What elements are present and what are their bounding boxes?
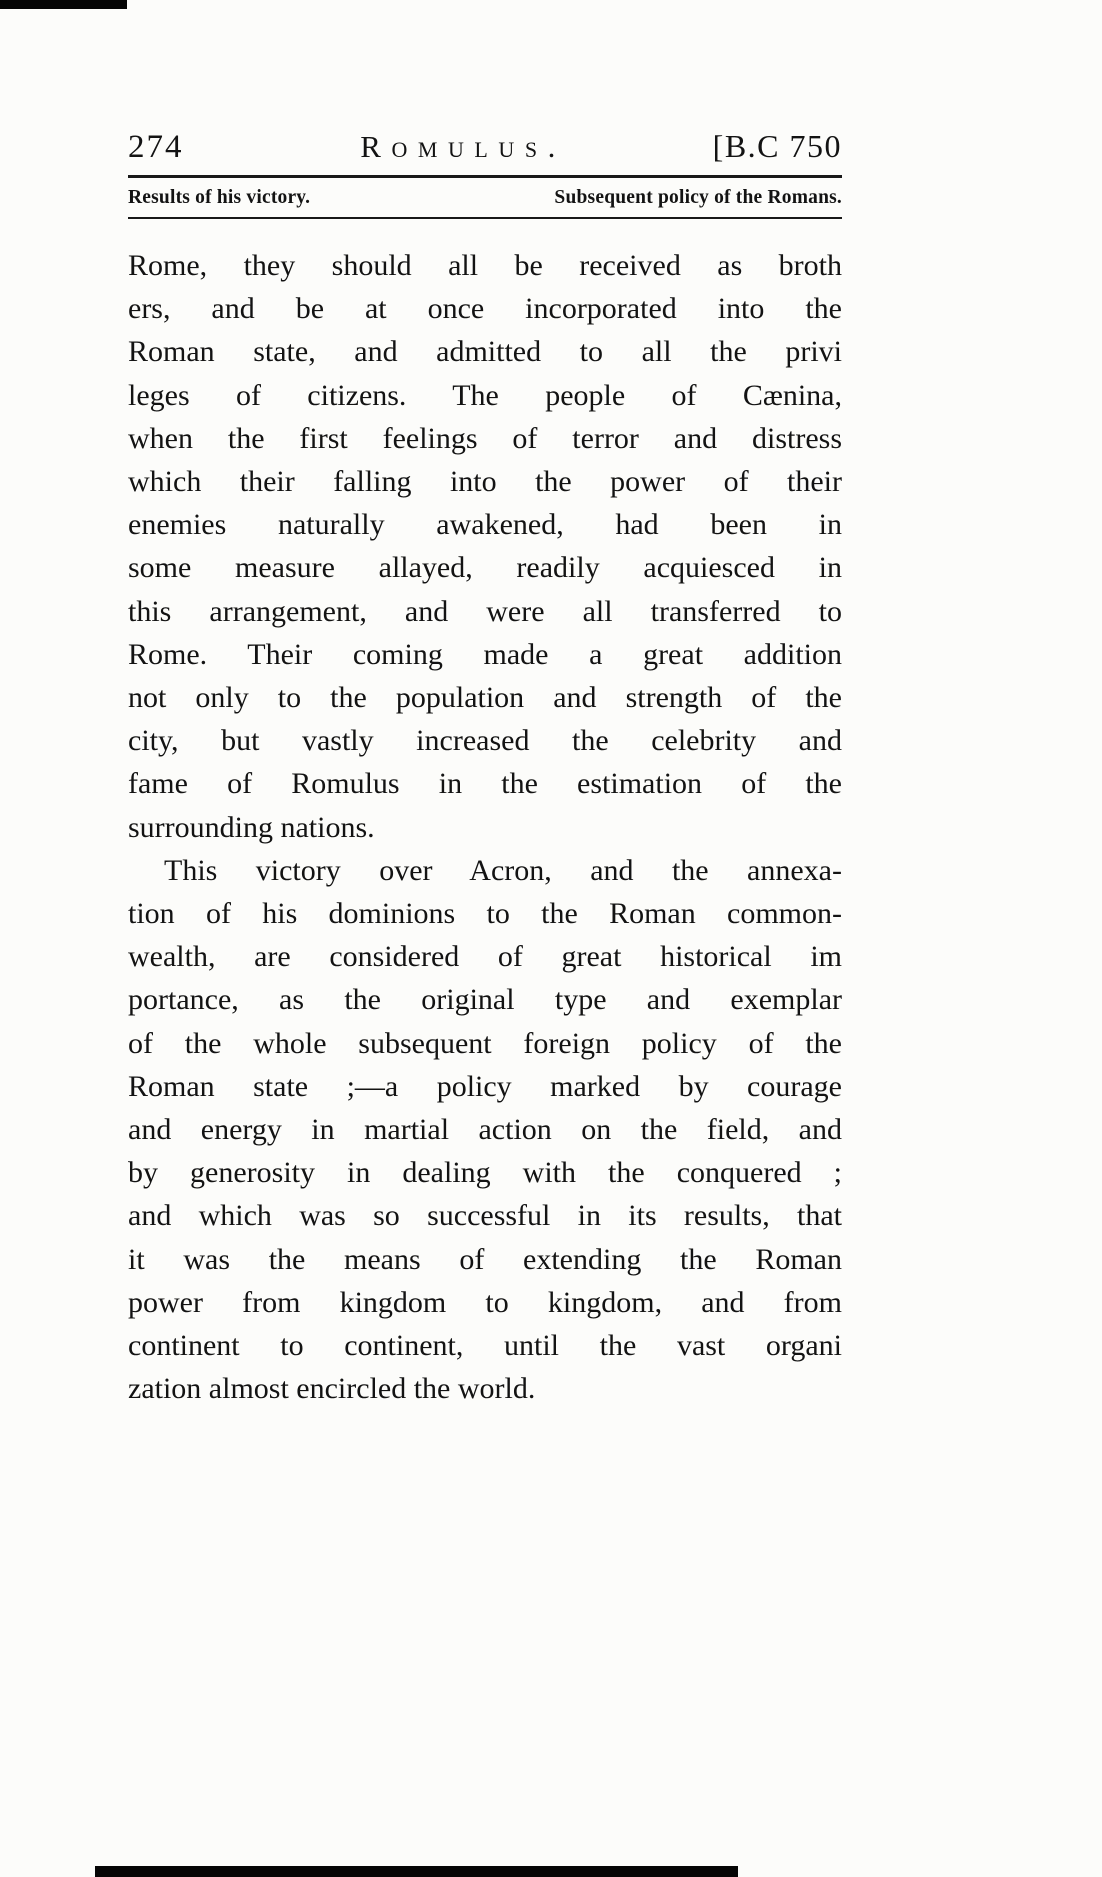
text-line: continent to continent, until the vast organi (128, 1329, 842, 1363)
text-line: which their falling into the power of their (128, 465, 842, 499)
subheader-right-note: Subsequent policy of the Romans. (554, 187, 842, 208)
text-line: surrounding nations. (128, 810, 375, 844)
body-text (128, 244, 842, 1410)
text-line: it was the means of extending the Roman (128, 1242, 842, 1276)
text-line: when the first feelings of terror and distress (128, 421, 842, 455)
text-line: some measure allayed, readily acquiesced in (128, 551, 842, 585)
text-line: power from kingdom to kingdom, and from (128, 1285, 842, 1319)
text-line: zation almost encircled the world. (128, 1372, 536, 1406)
scan-edge-artifact-bottom (95, 1866, 738, 1877)
text-line: wealth, are considered of great historical im (128, 940, 842, 974)
text-line: leges of citizens. The people of Cænina, (128, 378, 842, 412)
text-line: Rome. Their coming made a great addition (128, 637, 842, 671)
text-line: fame of Romulus in the estimation of the (128, 767, 842, 801)
text-line: Roman state, and admitted to all the privi (128, 335, 842, 369)
page-header (128, 128, 842, 166)
text-line: not only to the population and strength of the (128, 681, 842, 715)
running-title: Romulus. (360, 129, 566, 164)
text-line: Roman state ;—a policy marked by courage (128, 1069, 842, 1103)
text-line: and which was so successful in its results, that (128, 1199, 842, 1233)
text-line: by generosity in dealing with the conquered ; (128, 1156, 842, 1190)
text-line: ers, and be at once incorporated into the (128, 292, 842, 326)
page-number: 274 (128, 129, 184, 165)
header-rule (128, 175, 842, 178)
text-line: This victory over Acron, and the annexa- (164, 853, 842, 887)
text-line: this arrangement, and were all transferred to (128, 594, 842, 628)
text-line: and energy in martial action on the field, and (128, 1113, 842, 1147)
text-line: of the whole subsequent foreign policy of the (128, 1026, 842, 1060)
text-line: enemies naturally awakened, had been in (128, 508, 842, 542)
text-line: city, but vastly increased the celebrity and (128, 724, 842, 758)
subheader (128, 187, 842, 209)
scan-edge-artifact-top (0, 0, 127, 9)
subheader-rule (128, 217, 842, 219)
subheader-left-note: Results of his victory. (128, 187, 311, 208)
date-marker: [B.C 750 (712, 128, 842, 164)
page-content (128, 128, 842, 1410)
text-line: Rome, they should all be received as broth (128, 249, 842, 282)
text-line: portance, as the original type and exemplar (128, 983, 842, 1017)
text-line: tion of his dominions to the Roman common- (128, 897, 842, 931)
